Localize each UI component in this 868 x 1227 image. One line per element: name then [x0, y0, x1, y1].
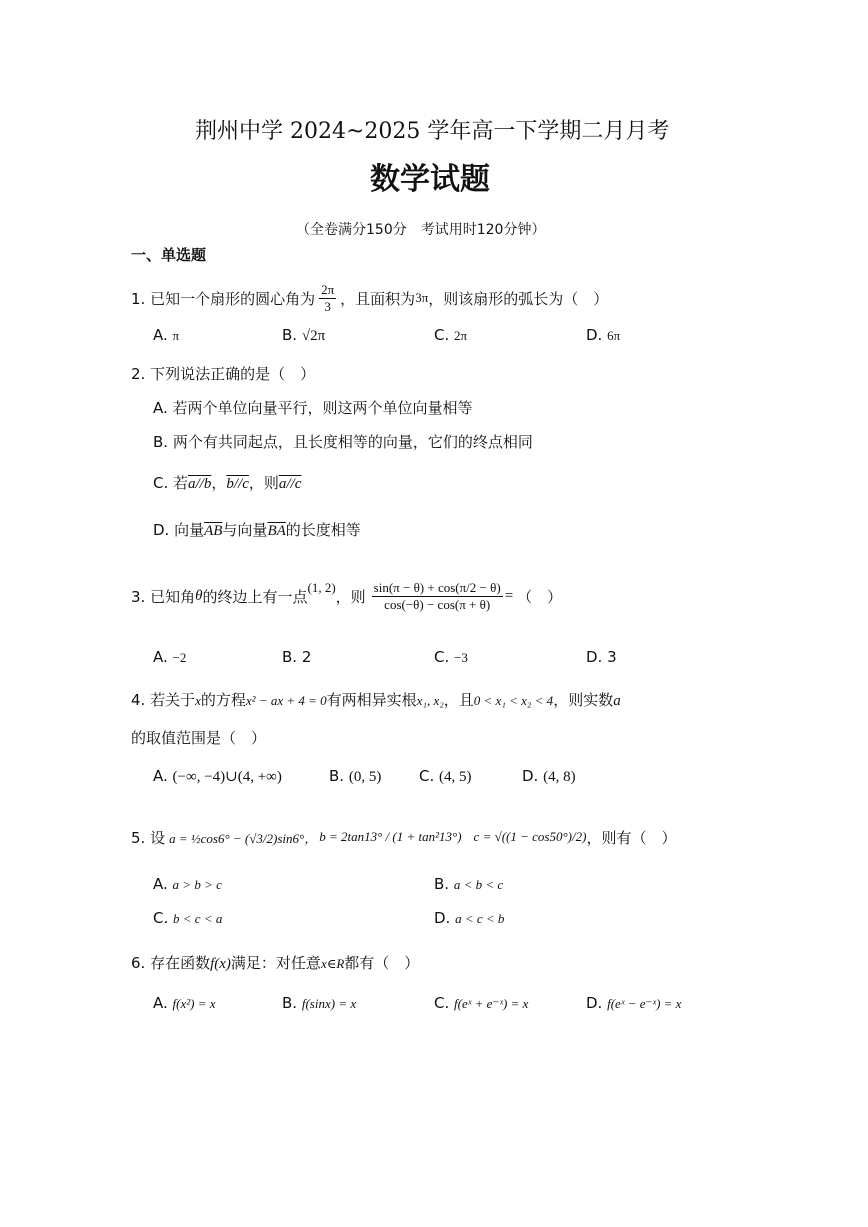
q4-option-a: A. (−∞, −4)∪(4, +∞): [153, 767, 282, 785]
question-4-stem-cont: 的取值范围是（ ）: [131, 729, 267, 747]
q5-option-c: C. b < c < a: [153, 909, 223, 927]
q6-option-d: D. f(eˣ − e⁻ˣ) = x: [586, 994, 682, 1012]
q5-option-b: B. a < b < c: [434, 875, 504, 893]
q1-frac-den: 3: [324, 298, 331, 314]
question-3-stem: 3. 已知角 θ 的终边上有一点 (1, 2) ，则 $\frac{\sin(\pi - \theta) + \cos(\pi/2 - \theta)}{\cos(-\theta) - \cos(\pi + \theta)}$ = （ ）: [131, 579, 563, 612]
q2-option-c: C. 若a//b，b//c，则a//c: [153, 474, 302, 492]
q1-option-d: D. 6π: [586, 326, 621, 344]
q1-option-c: C. 2π: [434, 326, 468, 344]
q3-option-c: C. −3: [434, 648, 468, 666]
q2-option-a: A. 若两个单位向量平行，则这两个单位向量相等: [153, 399, 473, 417]
q4-option-d: D. (4, 8): [522, 767, 576, 785]
q6-option-a: A. f(x²) = x: [153, 994, 216, 1012]
exam-title: 荆州中学 2024~2025 学年高一下学期二月月考: [195, 119, 670, 144]
exam-subject: 数学试题: [370, 162, 490, 197]
q5-option-d: D. a < c < b: [434, 909, 505, 927]
q1-suffix: ，则该扇形的弧长为（ ）: [428, 289, 609, 308]
exam-note: （全卷满分150分 考试用时120分钟）: [296, 222, 546, 238]
question-6-stem: 6. 存在函数f(x)满足：对任意x∈R都有（ ）: [131, 954, 420, 972]
q3-denominator: cos(−θ) − cos(π + θ): [384, 596, 491, 612]
q3-option-d: D. 3: [586, 648, 617, 666]
question-5-stem: 5. 设 a = ½cos6° − (√3/2)sin6°， b = 2tan13° / (1 + tan²13°) c = √((1 − cos50°)/2) ，则有（ ）: [131, 828, 677, 847]
q3-trig-fraction: [372, 580, 503, 613]
question-2-stem: 2. 下列说法正确的是（ ）: [131, 365, 316, 383]
q2-option-d: D. 向量$\overline{AB}$与向量$\overline{BA}$的长度相等: [153, 521, 361, 539]
q1-frac-num: 2π: [321, 281, 335, 297]
q6-option-c: C. f(eˣ + e⁻ˣ) = x: [434, 994, 529, 1012]
q3-option-b: B. 2: [282, 648, 312, 666]
question-4-stem: 4. 若关于x的方程x² − ax + 4 = 0有两相异实根x₁, x₂，且0 < x₁ < x₂ < 4，则实数a: [131, 691, 621, 709]
q1-prefix: 1. 已知一个扇形的圆心角为: [131, 289, 316, 308]
section-heading: 一、单选题: [131, 246, 207, 264]
q5-option-a: A. a > b > c: [153, 875, 222, 893]
q3-option-a: A. −2: [153, 648, 187, 666]
q1-area: 3π: [415, 290, 429, 305]
q1-option-b: B. √2π: [282, 326, 326, 344]
q4-option-c: C. (4, 5): [419, 767, 472, 785]
question-1-stem: [131, 276, 608, 320]
q3-numerator: sin(π − θ) + cos(π/2 − θ): [373, 579, 501, 595]
q6-option-b: B. f(sinx) = x: [282, 994, 357, 1012]
q1-mid: ，且面积为: [340, 289, 416, 308]
q4-option-b: B. (0, 5): [329, 767, 382, 785]
q1-option-a: A. π: [153, 326, 180, 344]
q1-angle-fraction: [319, 282, 336, 315]
q2-option-b: B. 两个有共同起点，且长度相等的向量，它们的终点相同: [153, 433, 533, 451]
